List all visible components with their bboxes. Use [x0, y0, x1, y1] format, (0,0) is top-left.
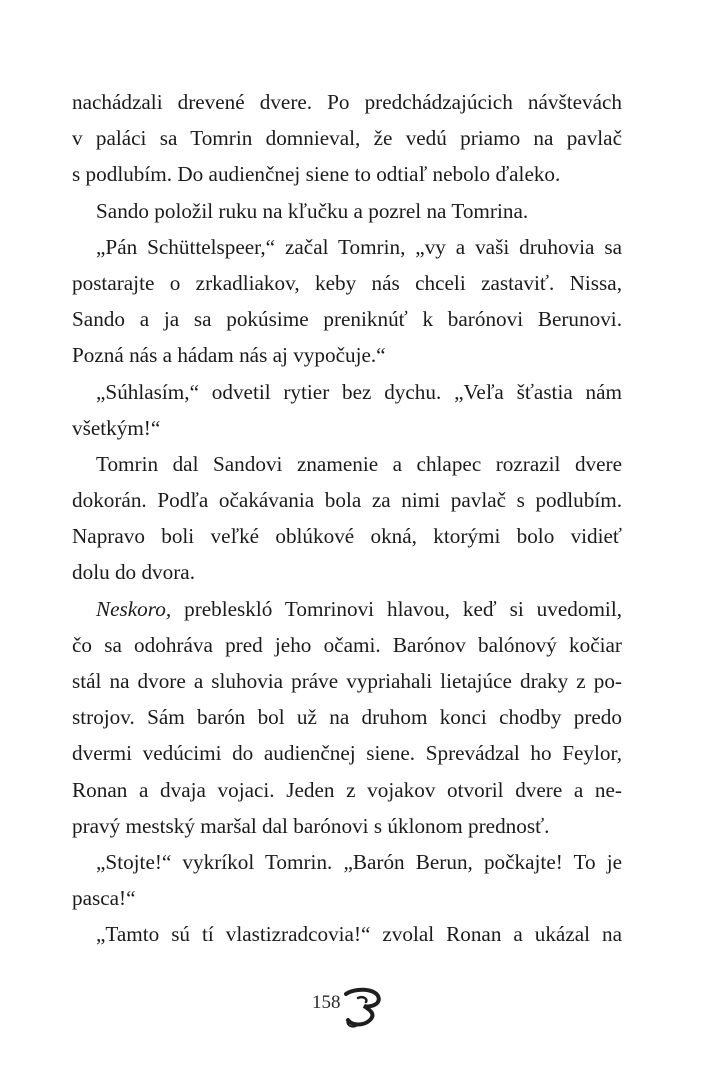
text-line: „Pán Schüttelspeer,“ začal Tomrin, „vy a vaši druhovia sa — [96, 234, 622, 259]
text-line: Pozná nás a hádam nás aj vypočuje.“ — [72, 343, 386, 368]
text-line: nachádzali drevené dvere. Po predchádzajúcich návštevách — [72, 90, 622, 114]
text-line: Napravo boli veľké oblúkové okná, ktorými bolo vidieť — [72, 524, 622, 549]
text-line: dolu do dvora. — [72, 560, 195, 585]
text-line: s podlubím. Do audienčnej siene to odtiaľ nebolo ďaleko. — [72, 162, 561, 187]
text-line: Ronan a dvaja vojaci. Jeden z vojakov otvoril dvere a ne- — [72, 777, 622, 802]
text-line: strojov. Sám barón bol už na druhom konci chodby predo — [72, 705, 622, 730]
text-span: prebleskló Tomrinovi hlavou, keď si uvedomil, — [184, 596, 622, 621]
page-number: 158 — [312, 992, 341, 1013]
text-line: Tomrin dal Sandovi znamenie a chlapec rozrazil dvere — [96, 451, 622, 476]
page-footer — [312, 986, 392, 1030]
text-line: pravý mestský maršal dal barónovi s úklonom prednosť. — [72, 813, 550, 838]
text-line: všetkým!“ — [72, 415, 161, 440]
text-line: čo sa odohráva pred jeho očami. Barónov balónový kočiar — [72, 632, 622, 657]
text-line — [72, 591, 622, 627]
text-line: Sando a ja sa pokúsime preniknúť k barónovi Berunovi. — [72, 307, 622, 332]
text-line: „Tamto sú tí vlastizradcovia!“ zvolal Ronan a ukázal na — [96, 922, 622, 947]
text-line: postarajte o zrkadliakov, keby nás chceli zastaviť. Nissa, — [72, 270, 622, 295]
text-line: v paláci sa Tomrin domnieval, že vedú priamo na pavlač — [72, 126, 622, 151]
text-line: Sando položil ruku na kľučku a pozrel na Tomrina. — [96, 198, 529, 223]
page-body — [72, 84, 622, 953]
text-line: „Stojte!“ vykríkol Tomrin. „Barón Berun, počkajte! To je — [96, 849, 622, 874]
italic-lead: Neskoro, — [96, 596, 172, 621]
text-line: pasca!“ — [72, 886, 136, 911]
swirl-ornament-icon — [340, 986, 384, 1030]
text-line: dvermi vedúcimi do audienčnej siene. Sprevádzal ho Feylor, — [72, 741, 622, 766]
text-line: dokorán. Podľa očakávania bola za nimi pavlač s podlubím. — [72, 488, 622, 513]
text-line: stál na dvore a sluhovia práve vypriahali lietajúce draky z po- — [72, 669, 622, 693]
text-line: „Súhlasím,“ odvetil rytier bez dychu. „Veľa šťastia nám — [96, 379, 622, 404]
